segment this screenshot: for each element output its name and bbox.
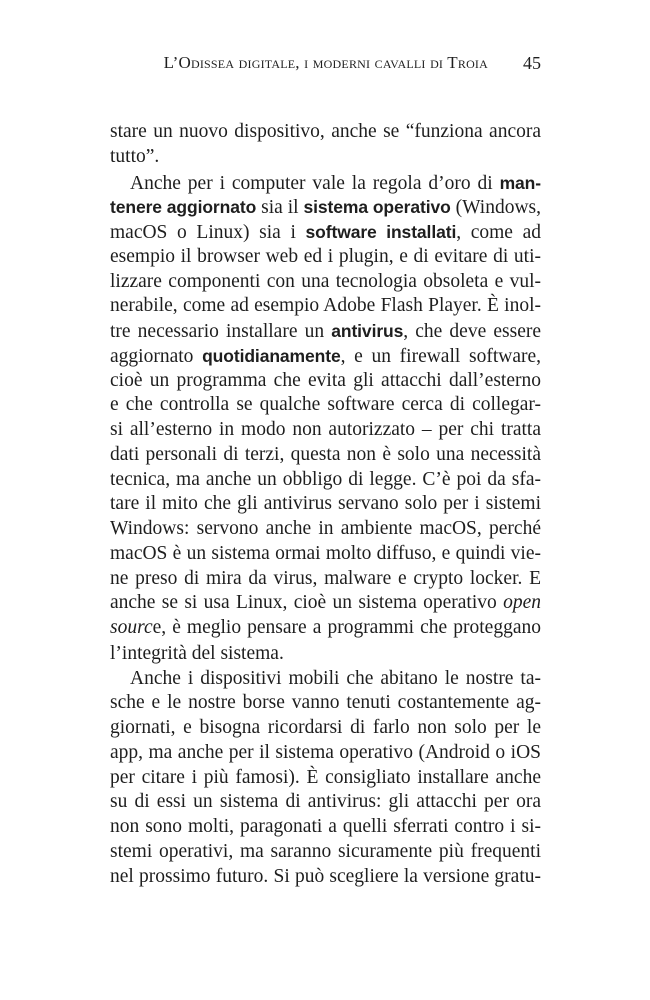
- text-line: Anche i dispositivi mobili che abitano le nostre ta-: [130, 667, 541, 689]
- text-line: source, è meglio pensare a programmi che proteggano: [110, 617, 541, 638]
- text-line: macOS è un sistema ormai molto diffuso, e quindi vie-: [110, 542, 541, 564]
- bold-term: software installati: [305, 222, 457, 242]
- bold-term: tenere aggiornato: [110, 197, 257, 218]
- text-line: Windows: servono anche in ambiente macOS, perché: [110, 518, 541, 539]
- text-line: dati personali di terzi, questa non è solo una necessità: [110, 443, 541, 465]
- text-line: stare un nuovo dispositivo, anche se “funziona ancora: [110, 121, 541, 142]
- text-line: lizzare componenti con una tecnologia obsoleta e vul-: [110, 270, 541, 292]
- text-line: tecnica, ma anche un obbligo di legge. C’è poi da sfa-: [110, 468, 541, 490]
- text-line: tare il mito che gli antivirus servano solo per i sistemi: [110, 493, 541, 515]
- bold-term: antivirus: [331, 321, 404, 341]
- italic-term: sourc: [110, 617, 153, 638]
- text-line: stemi operativi, ma saranno sicuramente più frequenti: [110, 840, 541, 862]
- text-line: tutto”.: [110, 145, 160, 167]
- text-line: anche se si usa Linux, cioè un sistema operativo open: [110, 592, 541, 614]
- body-text: [110, 120, 541, 889]
- text-line: ne preso di mira da virus, malware e crypto locker. E: [110, 567, 541, 589]
- text-line: l’integrità del sistema.: [110, 642, 284, 664]
- text-line: esempio il browser web ed i plugin, e di evitare di uti-: [110, 245, 541, 267]
- text-line: sche e le nostre borse vanno tenuti costantemente ag-: [110, 692, 541, 714]
- running-title: L’Odissea digitale, i moderni cavalli di Troia: [163, 53, 488, 72]
- text-line: cioè un programma che evita gli attacchi dall’esterno: [110, 369, 541, 391]
- text-line: non sono molti, paragonati a quelli sferrati contro i si-: [110, 816, 541, 837]
- text-line: e che controlla se qualche software cerca di collegar-: [110, 394, 541, 416]
- text-line: tenere aggiornato sia il sistema operativo (Windows,: [110, 197, 541, 219]
- text-line: Anche per i computer vale la regola d’oro di man-: [130, 172, 541, 194]
- text-line: nerabile, come ad esempio Adobe Flash Player. È inol-: [110, 295, 541, 317]
- text-line: macOS o Linux) sia i software installati, come ad: [110, 222, 541, 243]
- text-line: giornati, e bisogna ricordarsi di farlo non solo per le: [110, 717, 541, 738]
- text-line: app, ma anche per il sistema operativo (Android o iOS: [110, 741, 541, 763]
- text-line: per citare i più famosi). È consigliato installare anche: [110, 766, 541, 788]
- text-line: su di essi un sistema di antivirus: gli attacchi per ora: [110, 791, 541, 813]
- bold-term: quotidianamente: [202, 345, 341, 366]
- text-line: nel prossimo futuro. Si può scegliere la versione gratu-: [110, 865, 541, 887]
- text-line: tre necessario installare un antivirus, che deve essere: [110, 321, 541, 342]
- text-line: aggiornato quotidianamente, e un firewall software,: [110, 345, 541, 367]
- text-line: si all’esterno in modo non autorizzato – per chi tratta: [110, 419, 541, 440]
- page-header: [110, 53, 541, 77]
- bold-term: sistema operativo: [303, 197, 451, 218]
- bold-term: man-: [499, 172, 541, 193]
- page-number: 45: [523, 53, 541, 73]
- italic-term: open: [503, 592, 541, 614]
